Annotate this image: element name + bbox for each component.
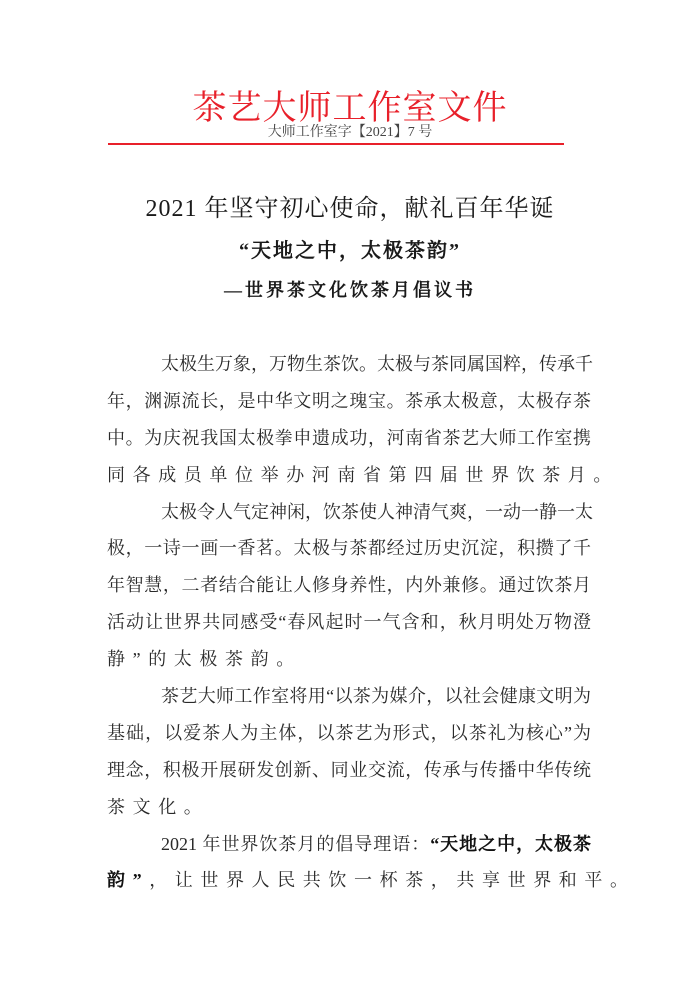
text-line: [107, 383, 591, 420]
text-segment: 静”的太极茶韵。: [107, 649, 302, 670]
document-org-title: 茶艺大师工作室文件: [192, 88, 508, 128]
paragraph: [107, 678, 591, 826]
text-segment: ，让世界人民共饮一杯茶，共享世界和平。: [149, 870, 636, 891]
text-line: [107, 789, 591, 826]
paragraph: [107, 346, 619, 494]
text-segment: 同各成员单位举办河南省第四届世界饮茶月。: [107, 464, 619, 485]
text-segment: 基础，以爱茶人为主体，以茶艺为形式，以茶礼为核心”为: [107, 722, 591, 743]
text-line: [107, 567, 591, 604]
text-segment: 理念，积极开展研发创新、同业交流，传承与传播中华传统: [107, 759, 591, 780]
text-segment: 太极生万象，万物生茶饮。太极与茶同属国粹，传承千: [161, 354, 593, 374]
text-line: [107, 641, 591, 678]
text-segment: 年，渊源流长，是中华文明之瑰宝。茶承太极意，太极存茶: [107, 390, 591, 411]
text-line: [107, 457, 619, 494]
text-segment: 茶文化。: [107, 796, 210, 817]
bold-text: 韵”: [107, 870, 150, 891]
paragraph: [107, 494, 591, 678]
bold-text: “天地之中，太极茶: [430, 833, 592, 854]
text-segment: 活动让世界共同感受“春风起时一气含和，秋月明处万物澄: [107, 612, 591, 633]
text-segment: 太极令人气定神闲，饮茶使人神清气爽，一动一静一太: [161, 501, 593, 522]
text-line: [107, 678, 591, 715]
text-segment: 茶艺大师工作室将用“以茶为媒介，以社会健康文明为: [161, 686, 591, 707]
text-line: [107, 420, 591, 457]
text-segment: 中。为庆祝我国太极拳申遗成功，河南省茶艺大师工作室携: [107, 427, 591, 448]
document-body: [107, 346, 636, 899]
text-line: [107, 530, 591, 567]
text-segment: 2021 年世界饮茶月的倡导理语：: [161, 833, 431, 854]
text-line: [107, 604, 591, 641]
text-line: [107, 494, 591, 531]
text-line: [107, 862, 636, 899]
text-line: [107, 715, 591, 752]
paragraph: [107, 826, 636, 900]
document-number: 大师工作室字【2021】7 号: [267, 125, 433, 140]
text-line: [107, 346, 591, 383]
text-segment: 极，一诗一画一香茗。太极与茶都经过历史沉淀，积攒了千: [107, 538, 591, 559]
red-header-rule: [108, 143, 564, 145]
subtitle: —世界茶文化饮茶月倡议书: [224, 280, 476, 300]
main-title: 2021 年坚守初心使命，献礼百年华诞: [145, 196, 555, 222]
text-segment: 年智慧，二者结合能让人修身养性，内外兼修。通过饮茶月: [107, 575, 591, 596]
slogan-title: “天地之中，太极茶韵”: [239, 240, 461, 262]
text-line: [107, 752, 591, 789]
text-line: [107, 826, 591, 863]
